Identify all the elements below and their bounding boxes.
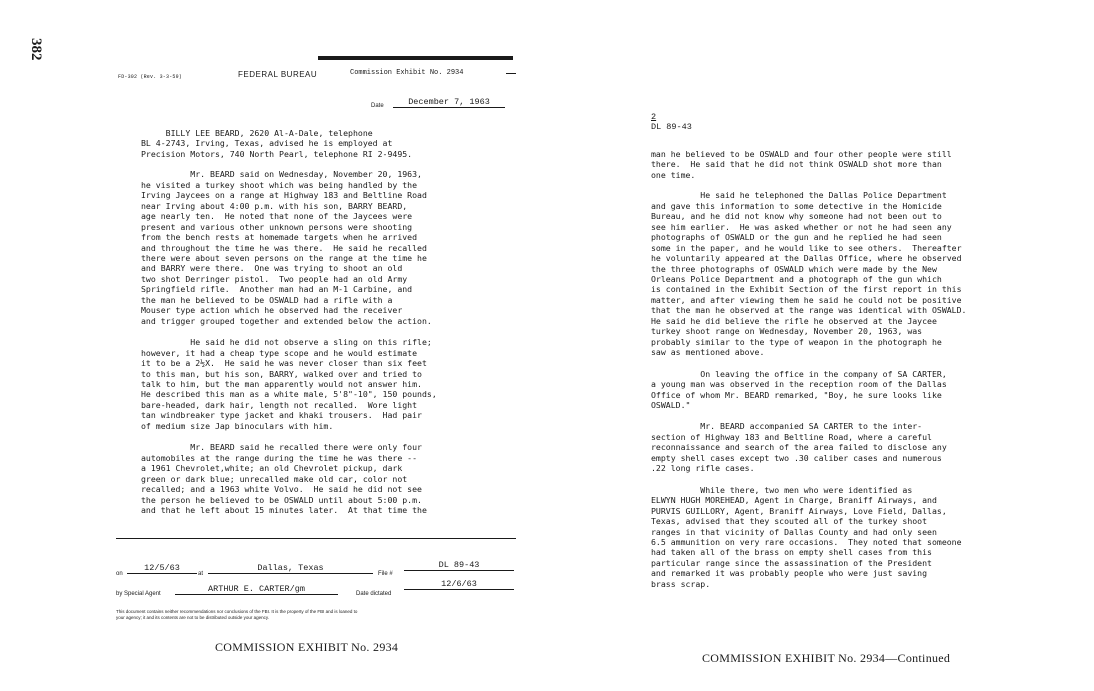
left-document-page — [0, 0, 540, 691]
left-body — [141, 128, 531, 515]
at-label: at — [198, 571, 204, 577]
form-code: FD-302 (Rev. 3-3-59) — [118, 74, 183, 80]
date-dictated-label: Date dictated — [356, 591, 392, 597]
exhibit-caption-continued: COMMISSION EXHIBIT No. 2934—Continued — [702, 651, 951, 665]
date-label: Date — [371, 103, 384, 109]
paragraph: Mr. BEARD said on Wednesday, November 20, 1963, he visited a turkey shoot which was being handled by the Irving Jaycees on a range at Highway 183 and Beltline Road near Irving about 4:00 p.m. with his son, BARRY BEARD, age nearly ten. He noted that none of the Jaycees were present and various other unknown persons were shooting from the bench rests at homemade targets when he arrived and throughout the time he was there. He said he recalled there were about seven persons on the range at the time he and BARRY were there. One was trying to shoot an old two shot Derringer pistol. Two people had an old Army Springfield rifle. Another man had an M-1 Carbine, and the man he believed to be OSWALD had a rifle with a Mouser type action which he observed had the receiver and trigger grouped together and extended below the action. — [141, 169, 432, 326]
header-bar — [318, 56, 513, 60]
date-dictated: 12/6/63 — [404, 579, 514, 590]
paragraph: BILLY LEE BEARD, 2620 Al-A-Dale, telephone BL 4-2743, Irving, Texas, advised he is employed at Precision Motors, 740 North Pearl, telephone RI 2-9495. — [141, 128, 413, 159]
right-document-page — [540, 0, 1094, 691]
paragraph: While there, two men who were identified as ELWYN HUGH MOREHEAD, Agent in Charge, Braniff Airways, and PURVIS GUILLORY, Agent, Braniff Airways, Love Field, Dallas, Texas, advised that they scouted all of the turkey shoot ranges in that vicinity of Dallas County and had only seen 6.5 ammunition on very rare occasions. They noted that someone had taken all of the brass on empty shell cases from this particular range since the assassination of the President and remarked it was probably people who were just saving brass scrap. — [651, 484, 962, 589]
paragraph: He said he did not observe a sling on this rifle; however, it had a cheap type scope and he would estimate it to be a 2½X. He said he was never closer than six feet to this man, but his son, BARRY, walked over and tried to talk to him, but the man apparently would not answer him. He described this man as a white male, 5'8"-10", 150 pounds, bare-headed, dark hair, length not recalled. Wore light tan windbreaker type jacket and khaki trousers. Had pair of medium size Jap binoculars with him. — [141, 337, 437, 431]
right-body — [651, 149, 1071, 589]
interview-location: Dallas, Texas — [208, 563, 373, 574]
bureau-name: FEDERAL BUREAU — [238, 70, 318, 79]
file-number: DL 89-43 — [404, 560, 514, 571]
paragraph: Mr. BEARD said he recalled there were only four automobiles at the range during the time he was there -- a 1961 Chevrolet,white; an old Chevrolet pickup, dark green or dark blue; unrecalled make old car, color not recalled; and a 1963 white Volvo. He said he did not see the person he believed to be OSWALD until about 5:00 p.m. and that he left about 15 minutes later. At that time the — [141, 442, 427, 515]
footer-rule — [116, 538, 516, 539]
paragraph: He said he telephoned the Dallas Police Department and gave this information to some detective in the Homicide Bureau, and he did not know why someone had not been out to see him earlier. He was asked whether or not he had seen any photographs of OSWALD or the gun and he replied he had seen some in the paper, and he would like to see others. Thereafter he voluntarily appeared at the Dallas Office, where he observed the three photographs of OSWALD which were made by the New Orleans Police Department and a photograph of the gun which is contained in the Exhibit Section of the first report in this matter, and after viewing them he said he could not be positive that the man he observed at the range was identical with OSWALD. He said he did believe the rifle he observed at the Jaycee turkey shoot range on Wednesday, November 20, 1963, was probably similar to the type of weapon in the photograph he saw as mentioned above. — [651, 190, 967, 358]
file-reference: DL 89-43 — [651, 122, 692, 132]
special-agent: ARTHUR E. CARTER/gm — [175, 584, 338, 595]
file-label: File # — [378, 571, 393, 577]
special-agent-label: by Special Agent — [116, 591, 161, 597]
paragraph: man he believed to be OSWALD and four other people were still there. He said that he did not think OSWALD shot more than one time. — [651, 149, 952, 180]
paragraph: On leaving the office in the company of SA CARTER, a young man was observed in the reception room of the Dallas Office of whom Mr. BEARD remarked, "Boy, he sure looks like OSWALD." — [651, 368, 947, 410]
exhibit-header: Commission Exhibit No. 2934 — [350, 69, 464, 77]
exhibit-caption: COMMISSION EXHIBIT No. 2934 — [215, 640, 399, 654]
report-date: December 7, 1963 — [393, 97, 505, 108]
interview-date: 12/5/63 — [127, 563, 197, 574]
page-marker: 2 — [651, 112, 657, 122]
exhibit-header-dash — [506, 73, 516, 74]
disclaimer-line-2: your agency; it and its contents are not to be distributed outside your agency. — [116, 615, 270, 620]
on-label: on — [116, 571, 123, 577]
disclaimer-line-1: This document contains neither recommendations nor conclusions of the FBI. It is the property of the FBI and is loaned to — [116, 609, 358, 614]
paragraph: Mr. BEARD accompanied SA CARTER to the inter- section of Highway 183 and Beltline Road, where a careful reconnaissance and search of the area failed to disclose any empty shell cases except two .30 caliber cases and numerous .22 long rifle cases. — [651, 421, 947, 474]
page-number: 382 — [28, 38, 44, 61]
